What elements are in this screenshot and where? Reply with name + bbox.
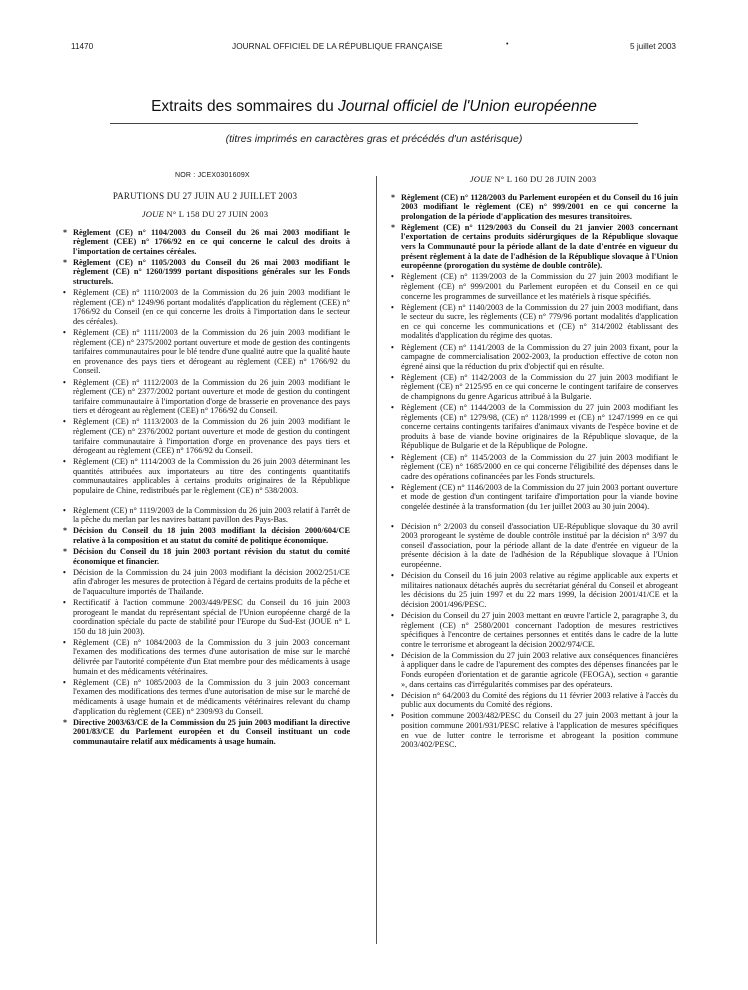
title-italic: Journal officiel de l'Union européenne bbox=[338, 98, 597, 115]
entry-marker: • bbox=[63, 328, 66, 338]
right-entries-list bbox=[388, 193, 678, 750]
entry-text: Règlement (CE) n° 1146/2003 de la Commission du 27 juin 2003 portant ouverture et mode de gestion d'un contingent tarifaire d'importation pour la viande bovine congelée destinée à la transformation (du 1er juillet 2003 au 30 juin 2004). bbox=[401, 482, 678, 511]
summary-entry bbox=[388, 571, 678, 609]
entry-text: Décision n° 2/2003 du conseil d'association UE-République slovaque du 30 avril 2003 prorogeant le système de double contrôle institué par la décision n° 3/97 du conseil d'association, pour la période allant de la date d'entrée en vigueur de la présente décision à la date de l'adhésion de la République slovaque à l'Union européenne. bbox=[401, 521, 678, 569]
left-entries-list bbox=[60, 228, 350, 747]
nor-reference: NOR : JCEX0301609X bbox=[175, 172, 250, 179]
summary-entry bbox=[388, 403, 678, 451]
page-number: 11470 bbox=[71, 42, 94, 51]
entry-text: Règlement (CE) n° 1113/2003 de la Commission du 26 juin 2003 modifiant le règlement (CE) n° 2376/2002 portant ouverture et mode de gestion du contingent tarifaire communautaire à l'importation d'orge en provenance des pays tiers et dérogeant au règlement (CEE) n° 1766/92 du Conseil. bbox=[73, 417, 350, 456]
issue-label: N° L 160 DU 28 JUIN 2003 bbox=[491, 174, 597, 184]
entry-text: Directive 2003/63/CE de la Commission du 25 juin 2003 modifiant la directive 2001/83/CE du Parlement européen et du Conseil instituant un code communautaire relatif aux médicaments à usage humain. bbox=[73, 717, 350, 746]
right-column bbox=[388, 174, 678, 751]
summary-entry bbox=[60, 526, 350, 545]
entry-marker: • bbox=[391, 690, 394, 700]
summary-entry bbox=[60, 506, 350, 525]
entry-text: Règlement (CE) n° 1112/2003 de la Commission du 26 juin 2003 modifiant le règlement (CE) n° 2377/2002 portant ouverture et mode de gestion du contingent tarifaire communautaire à l'importation d'orge de brasserie en provenance des pays tiers et dérogeant au règlement (CEE) n° 1766/92 du Conseil. bbox=[73, 377, 350, 416]
summary-entry bbox=[60, 417, 350, 455]
entry-text: Règlement (CE) n° 1139/2003 de la Commission du 27 juin 2003 modifiant le règlement (CE) n° 999/2001 du Parlement européen et du Conseil en ce qui concerne les programmes de surveillance et les matériels à risque spécifiés. bbox=[401, 272, 678, 301]
entry-text: Décision de la Commission du 27 juin 2003 relative aux conséquences financières à appliquer dans le cadre de l'apurement des comptes des dépenses financées par le Fonds européen d'orientation et de garantie agricole (FEOGA), section « garantie », dans certains cas d'irrégularités commises par des opérateurs. bbox=[401, 650, 678, 689]
entry-text: Règlement (CE) n° 1085/2003 de la Commission du 3 juin 2003 concernant l'examen des modifications des termes d'une autorisation de mise sur le marché de médicaments à usage humain et de médicaments vétérinaires relevant du champ d'application du règlement (CEE) n° 2309/93 du Conseil. bbox=[73, 677, 350, 716]
entry-marker: • bbox=[391, 342, 394, 352]
header-bullet: • bbox=[506, 41, 509, 48]
entry-marker: • bbox=[391, 372, 394, 382]
right-issue-heading bbox=[388, 175, 678, 185]
entry-marker: • bbox=[391, 272, 394, 282]
title-prefix: Extraits des sommaires du bbox=[151, 98, 339, 115]
entry-marker: • bbox=[391, 711, 394, 721]
summary-entry bbox=[60, 678, 350, 716]
entry-marker: * bbox=[391, 192, 395, 202]
summary-entry bbox=[388, 483, 678, 512]
summary-entry bbox=[388, 691, 678, 710]
entry-text: Position commune 2003/482/PESC du Conseil du 27 juin 2003 mettant à jour la position commune 2001/931/PESC relative à l'application de mesures spécifiques en vue de lutter contre le terrorisme et abrogeant la position commune 2003/402/PESC. bbox=[401, 711, 678, 750]
entry-text: Décision du Conseil du 27 juin 2003 mettant en œuvre l'article 2, paragraphe 3, du règlement (CE) n° 2580/2001 concernant l'adoption de mesures restrictives spécifiques à l'encontre de certaines personnes et entités dans le cadre de la lutte contre le terrorisme et abrogeant la décision 2002/974/CE. bbox=[401, 610, 678, 649]
summary-entry bbox=[388, 343, 678, 372]
issue-date: 5 juillet 2003 bbox=[630, 42, 676, 51]
left-column bbox=[60, 178, 350, 748]
entry-marker: • bbox=[63, 597, 66, 607]
summary-entry bbox=[60, 638, 350, 676]
entry-marker: • bbox=[63, 637, 66, 647]
summary-entry bbox=[60, 258, 350, 287]
summary-entry bbox=[60, 598, 350, 636]
page-title bbox=[0, 98, 748, 116]
summary-entry bbox=[388, 193, 678, 222]
joue-label: JOUE bbox=[141, 209, 164, 219]
entry-text: Décision de la Commission du 24 juin 2003 modifiant la décision 2002/251/CE afin d'abroger les mesures de protection à l'égard de certains produits de la pêche et de l'aquaculture importés de Thaïlande. bbox=[73, 567, 350, 596]
summary-entry bbox=[388, 453, 678, 482]
entry-marker: • bbox=[63, 677, 66, 687]
summary-entry bbox=[60, 568, 350, 597]
entry-text: Décision du Conseil du 16 juin 2003 relative au régime applicable aux experts et militaires nationaux détachés auprès du secrétariat général du Conseil et abrogeant les décisions du 25 juin 1997 et du 22 mars 1999, la décision 2001/41/CE et la décision 2001/496/PESC. bbox=[401, 571, 678, 609]
summary-entry bbox=[388, 522, 678, 570]
entry-text: Règlement (CE) n° 1142/2003 de la Commission du 27 juin 2003 modifiant le règlement (CE) n° 2125/95 en ce qui concerne le contingent tarifaire de conserves de champignons du genre Agaricus attribué à la Bulgarie. bbox=[401, 372, 678, 401]
entry-marker: • bbox=[63, 505, 66, 515]
column-divider bbox=[376, 176, 377, 944]
summary-entry bbox=[60, 328, 350, 376]
journal-title: JOURNAL OFFICIEL DE LA RÉPUBLIQUE FRANÇAISE bbox=[232, 42, 443, 51]
entry-marker: • bbox=[391, 650, 394, 660]
running-head bbox=[0, 0, 748, 60]
summary-entry bbox=[60, 718, 350, 747]
summary-entry bbox=[388, 303, 678, 341]
summary-entry bbox=[388, 373, 678, 402]
entry-text: Règlement (CE) n° 1104/2003 du Conseil du 26 mai 2003 modifiant le règlement (CEE) n° 1766/92 en ce qui concerne le calcul des droits à l'importation de certaines céréales. bbox=[73, 227, 350, 256]
summary-entry bbox=[388, 272, 678, 301]
entry-text: Règlement (CE) n° 1145/2003 de la Commission du 27 juin 2003 modifiant le règlement (CE) n° 1685/2000 en ce qui concerne l'éligibilité des dépenses dans le cadre des opérations cofinancées par les Fonds structurels. bbox=[401, 452, 678, 481]
summary-entry bbox=[60, 288, 350, 326]
entry-text: Rectificatif à l'action commune 2003/449/PESC du Conseil du 16 juin 2003 prorogeant le mandat du représentant spécial de l'Union européenne chargé de la coordination spéciale du pacte de stabilité pour l'Europe du Sud-Est (JOUE n° L 150 du 18 juin 2003). bbox=[73, 597, 350, 636]
summary-entry bbox=[60, 228, 350, 257]
entry-marker: • bbox=[63, 377, 66, 387]
entry-marker: • bbox=[391, 452, 394, 462]
entry-marker: • bbox=[63, 457, 66, 467]
entry-marker: * bbox=[63, 717, 67, 727]
entry-marker: * bbox=[63, 227, 67, 237]
entry-marker: • bbox=[63, 288, 66, 298]
entry-marker: • bbox=[391, 482, 394, 492]
summary-entry bbox=[60, 457, 350, 495]
summary-entry bbox=[388, 711, 678, 749]
page-subtitle: (titres imprimés en caractères gras et précédés d'un astérisque) bbox=[225, 133, 523, 145]
summary-entry bbox=[388, 223, 678, 271]
left-issue-heading bbox=[60, 210, 350, 220]
entry-text: Règlement (CE) n° 1114/2003 de la Commission du 26 juin 2003 déterminant les quantités attribuées aux importateurs au titre des contingents quantitatifs communautaires applicables à certains produits originaires de la République populaire de Chine, redistribués par le règlement (CE) n° 538/2003. bbox=[73, 457, 350, 496]
entry-text: Règlement (CE) n° 1119/2003 de la Commission du 26 juin 2003 relatif à l'arrêt de la pêche du merlan par les navires battant pavillon des Pays-Bas. bbox=[73, 505, 350, 525]
left-column-heading: PARUTIONS DU 27 JUIN AU 2 JUILLET 2003 bbox=[112, 191, 298, 201]
entry-marker: * bbox=[391, 222, 395, 232]
entry-text: Décision du Conseil du 18 juin 2003 portant révision du statut du comité économique et financier. bbox=[73, 547, 350, 566]
issue-label: N° L 158 DU 27 JUIN 2003 bbox=[163, 209, 269, 219]
entry-text: Règlement (CE) n° 1140/2003 de la Commission du 27 juin 2003 modifiant, dans le secteur du sucre, les règlements (CE) n° 779/96 portant modalités d'application en ce qui concerne les communications et (CE) n° 314/2002 établissant des modalités d'application du régime des quotas. bbox=[401, 302, 678, 341]
summary-entry bbox=[60, 547, 350, 566]
entry-text: Règlement (CE) n° 1128/2003 du Parlement européen et du Conseil du 16 juin 2003 modifiant le règlement (CE) n° 999/2001 en ce qui concerne la prolongation de la période d'application des mesures transitoires. bbox=[401, 192, 678, 221]
entry-text: Règlement (CE) n° 1141/2003 de la Commission du 27 juin 2003 fixant, pour la campagne de commercialisation 2002-2003, la production effective de coton non égrené ainsi que la réduction du prix d'objectif qui en résulte. bbox=[401, 342, 678, 371]
summary-entry bbox=[60, 378, 350, 416]
entry-text: Règlement (CE) n° 1144/2003 de la Commission du 27 juin 2003 modifiant les règlements (CE) n° 1279/98, (CE) n° 1128/1999 et (CE) n° 1247/1999 en ce qui concerne certains contingents tarifaires d'animaux vivants de l'espèce bovine et de produits à base de viande bovine originaires de la République slovaque, de la République de Bulgarie et de la République de Pologne. bbox=[401, 403, 678, 451]
entry-marker: * bbox=[63, 547, 67, 556]
entry-text: Décision du Conseil du 18 juin 2003 modifiant la décision 2000/604/CE relative à la composition et au statut du comité de politique économique. bbox=[73, 526, 350, 545]
entry-marker: * bbox=[63, 526, 67, 536]
summary-entry bbox=[388, 611, 678, 649]
entry-marker: • bbox=[391, 610, 394, 620]
title-underline bbox=[110, 123, 638, 124]
entry-marker: • bbox=[391, 302, 394, 312]
entry-text: Règlement (CE) n° 1129/2003 du Conseil du 21 janvier 2003 concernant l'exportation de certains produits sidérurgiques de la République slovaque vers la Communauté pour la période allant de la date d'entrée en vigueur du présent règlement à la date de l'adhésion de la République slovaque à l'Union européenne (prorogation du système de double contrôle). bbox=[401, 222, 678, 271]
entry-text: Règlement (CE) n° 1105/2003 du Conseil du 26 mai 2003 modifiant le règlement (CE) n° 1260/1999 portant dispositions générales sur les Fonds structurels. bbox=[73, 257, 350, 287]
entry-text: Règlement (CE) n° 1084/2003 de la Commission du 3 juin 2003 concernant l'examen des modifications des termes d'une autorisation de mise sur le marché délivrée par l'autorité compétente d'un Etat membre pour des médicaments à usage humain et des médicaments vétérinaires. bbox=[73, 637, 350, 676]
entry-marker: • bbox=[63, 417, 66, 427]
entry-marker: • bbox=[391, 521, 394, 531]
entry-text: Règlement (CE) n° 1110/2003 de la Commission du 26 juin 2003 modifiant le règlement (CE) n° 1249/96 portant modalités d'application du règlement (CEE) n° 1766/92 du Conseil (en ce qui concerne les droits à l'importation dans le secteur des céréales). bbox=[73, 288, 350, 326]
joue-label: JOUE bbox=[469, 174, 492, 184]
entry-marker: • bbox=[63, 567, 66, 577]
summary-entry bbox=[388, 651, 678, 689]
entry-marker: * bbox=[63, 257, 67, 267]
entry-text: Règlement (CE) n° 1111/2003 de la Commission du 26 juin 2003 modifiant le règlement (CE) n° 2375/2002 portant ouverture et mode de gestion des contingents tarifaires communautaires pour le blé tendre d'une qualité autre que la qualité haute en provenance des pays tiers et dérogeant au règlement (CEE) n° 1766/92 du Conseil. bbox=[73, 328, 350, 376]
entry-marker: • bbox=[391, 403, 394, 413]
entry-marker: • bbox=[391, 571, 394, 581]
entry-text: Décision n° 64/2003 du Comité des régions du 11 février 2003 relative à l'accès du public aux documents du Comité des régions. bbox=[401, 690, 678, 710]
